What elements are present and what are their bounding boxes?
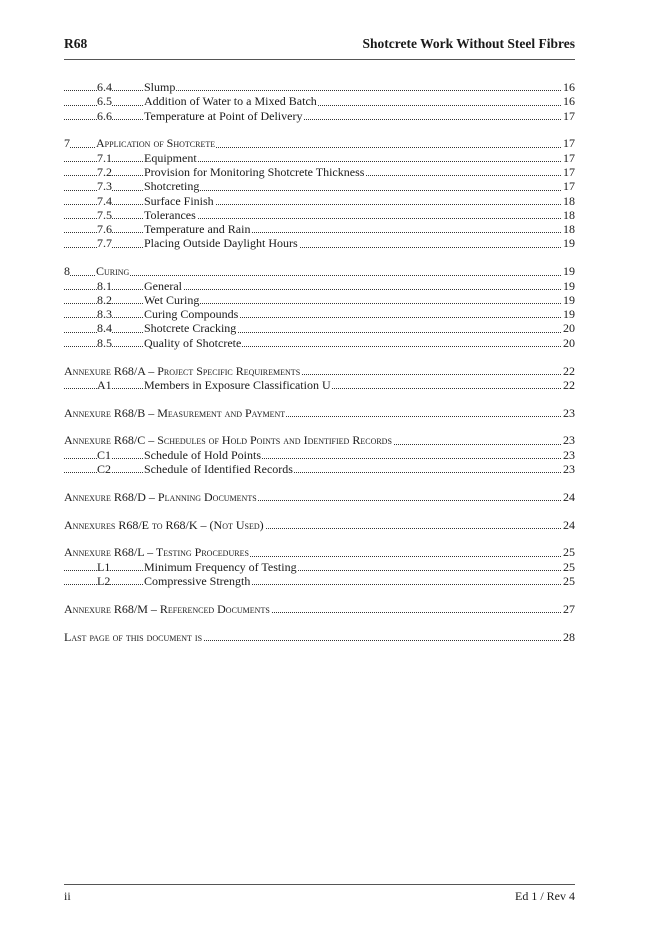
toc-entry-number: L1 — [97, 559, 111, 574]
header-divider — [64, 59, 575, 60]
toc-entry-page: 25 — [563, 574, 575, 589]
dot-leader — [64, 232, 575, 233]
dot-leader — [64, 218, 575, 219]
toc-entry-label: Annexure R68/D – Planning Documents — [64, 489, 257, 504]
toc-entry-label: Addition of Water to a Mixed Batch — [144, 94, 317, 109]
toc-entry-page: 17 — [563, 108, 575, 123]
toc-entry-label: Shotcrete Cracking — [144, 321, 237, 336]
toc-entry-page: 23 — [563, 447, 575, 462]
document-title: Shotcrete Work Without Steel Fibres — [362, 36, 575, 51]
dot-leader — [64, 119, 575, 120]
toc-entry-page: 18 — [563, 207, 575, 222]
toc-subsection-entry[interactable] — [64, 194, 575, 208]
toc-entry-label: Slump — [144, 80, 176, 94]
dot-leader — [64, 317, 575, 318]
toc-entry-number: 7.4 — [97, 193, 112, 208]
dot-leader — [64, 105, 575, 106]
toc-spacer — [64, 504, 575, 518]
toc-entry-number: 7.2 — [97, 164, 112, 179]
toc-entry-number: 7.1 — [97, 150, 112, 165]
toc-entry-label: Members in Exposure Classification U — [144, 377, 331, 392]
toc-entry-label: Tolerances — [144, 207, 196, 222]
toc-subsection-entry[interactable] — [64, 293, 575, 307]
toc-subsection-entry[interactable] — [64, 236, 575, 250]
toc-entry-page: 24 — [563, 489, 575, 504]
toc-entry-number: 8.4 — [97, 321, 112, 336]
toc-entry-page: 24 — [563, 517, 575, 532]
toc-entry-page: 19 — [563, 307, 575, 322]
toc-entry-label: Annexure R68/C – Schedules of Hold Points and Identified Records — [64, 433, 392, 448]
toc-entry-label: Annexure R68/L – Testing Procedures — [64, 545, 249, 560]
toc-entry-label: Shotcreting — [144, 179, 200, 194]
toc-entry-label: Annexure R68/M – Referenced Documents — [64, 601, 270, 616]
toc-subsection-entry[interactable] — [64, 448, 575, 462]
toc-subsection-entry[interactable] — [64, 94, 575, 108]
toc-subsection-entry[interactable] — [64, 560, 575, 574]
toc-subsection-entry[interactable] — [64, 222, 575, 236]
toc-entry-label: Provision for Monitoring Shotcrete Thickness — [144, 164, 365, 179]
toc-entry-page: 20 — [563, 335, 575, 350]
toc-annexure-entry[interactable] — [64, 364, 575, 378]
toc-entry-number: 7.3 — [97, 179, 112, 194]
toc-entry-page: 17 — [563, 136, 575, 151]
toc-entry-label: Application of Shotcrete — [96, 136, 216, 151]
toc-subsection-entry[interactable] — [64, 109, 575, 123]
page-footer — [64, 889, 575, 905]
dot-leader — [64, 161, 575, 162]
toc-subsection-entry[interactable] — [64, 208, 575, 222]
toc-entry-label: Annexure R68/A – Project Specific Requirements — [64, 363, 301, 378]
toc-entry-page: 18 — [563, 193, 575, 208]
toc-subsection-entry[interactable] — [64, 179, 575, 193]
toc-entry-page: 19 — [563, 236, 575, 251]
toc-entry-label: Surface Finish — [144, 193, 214, 208]
toc-subsection-entry[interactable] — [64, 80, 575, 94]
toc-entry-page: 23 — [563, 462, 575, 477]
toc-subsection-entry[interactable] — [64, 321, 575, 335]
dot-leader — [64, 190, 575, 191]
toc-entry-number: 8 — [64, 264, 70, 279]
toc-entry-page: 25 — [563, 559, 575, 574]
dot-leader — [64, 90, 575, 91]
toc-entry-number: 8.5 — [97, 335, 112, 350]
dot-leader — [64, 458, 575, 459]
toc-entry-page: 17 — [563, 150, 575, 165]
toc-entry-page: 22 — [563, 363, 575, 378]
dot-leader — [64, 332, 575, 333]
toc-entry-label: Schedule of Hold Points — [144, 447, 261, 462]
toc-annexure-entry[interactable] — [64, 518, 575, 532]
dot-leader — [64, 570, 575, 571]
page-header — [64, 36, 575, 54]
toc-spacer — [64, 350, 575, 364]
toc-subsection-entry[interactable] — [64, 307, 575, 321]
toc-entry-label: Curing — [96, 264, 130, 279]
toc-entry-label: Schedule of Identified Records — [144, 462, 293, 477]
toc-entry-label: General — [144, 278, 182, 293]
toc-entry-number: C1 — [97, 447, 112, 462]
dot-leader — [64, 346, 575, 347]
toc-entry-label: Quality of Shotcrete — [144, 335, 242, 350]
dot-leader — [64, 275, 575, 276]
toc-entry-page: 28 — [563, 629, 575, 644]
toc-entry-label: Annexures R68/E to R68/K – (Not Used) — [64, 517, 264, 532]
edition-label: Ed 1 / Rev 4 — [515, 889, 575, 903]
toc-spacer — [64, 123, 575, 137]
toc-entry-number: A1 — [97, 377, 112, 392]
toc-entry-page: 22 — [563, 377, 575, 392]
toc-entry-label: Annexure R68/B – Measurement and Payment — [64, 405, 286, 420]
toc-entry-page: 19 — [563, 278, 575, 293]
toc-entry-page: 25 — [563, 545, 575, 560]
toc-entry-label: Last page of this document is — [64, 629, 203, 644]
toc-spacer — [64, 476, 575, 490]
toc-entry-label: Temperature at Point of Delivery — [144, 108, 303, 123]
toc-entry-number: 7 — [64, 136, 70, 151]
toc-subsection-entry[interactable] — [64, 165, 575, 179]
table-of-contents — [64, 80, 575, 644]
toc-entry-number: 6.4 — [97, 80, 112, 94]
dot-leader — [64, 584, 575, 585]
toc-annexure-entry[interactable] — [64, 406, 575, 420]
toc-entry-page: 27 — [563, 601, 575, 616]
toc-entry-label: Placing Outside Daylight Hours — [144, 236, 298, 251]
toc-entry-number: 7.5 — [97, 207, 112, 222]
dot-leader — [64, 204, 575, 205]
toc-entry-label: Equipment — [144, 150, 197, 165]
toc-entry-page: 17 — [563, 164, 575, 179]
toc-section-entry[interactable] — [64, 136, 575, 150]
toc-entry-number: 8.3 — [97, 307, 112, 322]
toc-entry-page: 19 — [563, 292, 575, 307]
toc-spacer — [64, 251, 575, 265]
toc-entry-page: 23 — [563, 405, 575, 420]
toc-subsection-entry[interactable] — [64, 151, 575, 165]
toc-entry-number: 8.2 — [97, 292, 112, 307]
toc-entry-page: 17 — [563, 179, 575, 194]
toc-subsection-entry[interactable] — [64, 336, 575, 350]
toc-entry-page: 20 — [563, 321, 575, 336]
toc-annexure-entry[interactable] — [64, 490, 575, 504]
toc-entry-page: 16 — [563, 94, 575, 109]
toc-subsection-entry[interactable] — [64, 378, 575, 392]
toc-entry-page: 19 — [563, 264, 575, 279]
toc-entry-label: Minimum Frequency of Testing — [144, 559, 297, 574]
toc-entry-number: L2 — [97, 574, 111, 589]
toc-annexure-entry[interactable] — [64, 545, 575, 559]
toc-subsection-entry[interactable] — [64, 462, 575, 476]
toc-spacer — [64, 392, 575, 406]
page-number: ii — [64, 889, 71, 903]
toc-entry-page: 16 — [563, 80, 575, 94]
dot-leader — [64, 472, 575, 473]
toc-entry-number: 7.6 — [97, 222, 112, 237]
toc-entry-page: 23 — [563, 433, 575, 448]
toc-spacer — [64, 588, 575, 602]
toc-section-entry[interactable] — [64, 264, 575, 278]
dot-leader — [64, 289, 575, 290]
toc-spacer — [64, 532, 575, 546]
toc-subsection-entry[interactable] — [64, 574, 575, 588]
toc-entry-number: C2 — [97, 462, 112, 477]
document-code: R68 — [64, 36, 88, 51]
dot-leader — [64, 247, 575, 248]
dot-leader — [64, 303, 575, 304]
toc-entry-page: 18 — [563, 222, 575, 237]
footer-divider — [64, 884, 575, 885]
toc-entry-label: Compressive Strength — [144, 574, 251, 589]
toc-entry-label: Curing Compounds — [144, 307, 239, 322]
toc-subsection-entry[interactable] — [64, 279, 575, 293]
toc-entry-label: Wet Curing — [144, 292, 200, 307]
toc-entry-label: Temperature and Rain — [144, 222, 251, 237]
toc-annexure-entry[interactable] — [64, 630, 575, 644]
toc-annexure-entry[interactable] — [64, 602, 575, 616]
toc-entry-number: 8.1 — [97, 278, 112, 293]
toc-spacer — [64, 420, 575, 434]
toc-annexure-entry[interactable] — [64, 433, 575, 447]
toc-entry-number: 6.6 — [97, 108, 112, 123]
toc-entry-number: 6.5 — [97, 94, 112, 109]
toc-entry-number: 7.7 — [97, 236, 112, 251]
toc-spacer — [64, 616, 575, 630]
